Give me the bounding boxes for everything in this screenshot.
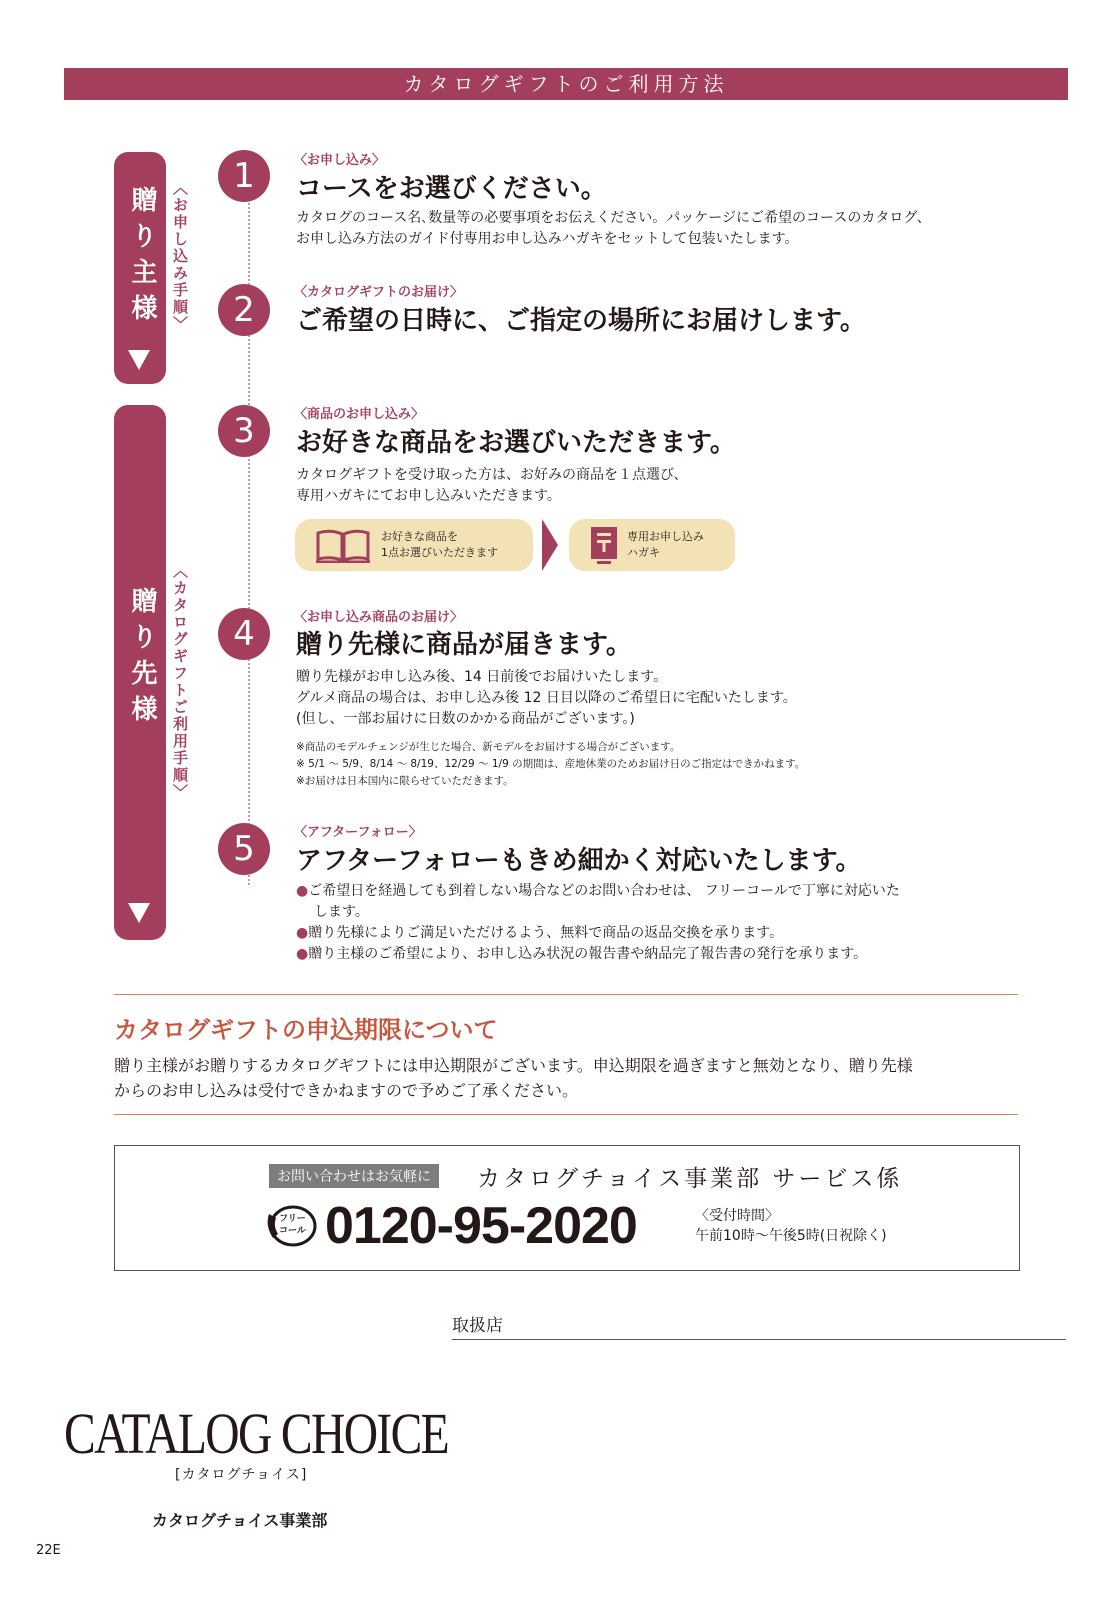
reception-hours <box>695 1206 887 1246</box>
step-note-line: ※ 5/1 〜 5/9、8/14 〜 8/19、12/29 〜 1/9 の期間は、産地休業のためお届け日のご指定はできかねます。 <box>296 758 806 770</box>
bullet-continuation: します。 <box>314 904 369 920</box>
flow-item-line: 1点お選びいただきます <box>381 546 498 559</box>
step-tag: 〈カタログギフトのお届け〉 <box>294 285 464 300</box>
bullet-item <box>296 923 1016 944</box>
catalog-choice-logo: CATALOG CHOICE <box>64 1401 449 1466</box>
step-title: ご希望の日時に、ご指定の場所にお届けします。 <box>296 306 866 336</box>
recipient-side-label: 〈カタログギフトご利用手順〉 <box>171 563 189 801</box>
step-description-line: グルメ商品の場合は、お申し込み後 12 日目以降のご希望日に宅配いたします。 <box>296 690 797 706</box>
step-description-line: 専用ハガキにてお申し込みいただきます。 <box>296 488 561 504</box>
flow-item-postcard <box>569 519 735 571</box>
recipient-side-bar <box>114 405 166 940</box>
free-call-line: フリー <box>279 1214 306 1224</box>
open-book-icon <box>315 529 371 563</box>
flow-item-line: ハガキ <box>627 546 660 559</box>
flow-item-text <box>381 529 498 561</box>
flow-item-text <box>627 529 704 561</box>
step-description-line: お申し込み方法のガイド付専用お申し込みハガキをセットして包装いたします。 <box>296 231 799 247</box>
step-description <box>296 465 687 507</box>
step-note-line: ※お届けは日本国内に限らせていただきます。 <box>296 775 514 787</box>
step-note-line: ※商品のモデルチェンジが生じた場合、新モデルをお届けする場合がございます。 <box>296 741 681 753</box>
step-description-line: カタログのコース名､数量等の必要事項をお伝えください。パッケージにご希望のコースのカタログ、 <box>296 210 931 226</box>
down-triangle-icon <box>128 350 150 370</box>
free-call-text <box>279 1213 306 1237</box>
bullet-item <box>296 881 1016 902</box>
service-department: カタログチョイス事業部 サービス係 <box>477 1166 903 1192</box>
logo-subtitle: [カタログチョイス] <box>175 1467 308 1483</box>
step-tag: 〈商品のお申し込み〉 <box>294 407 425 422</box>
giver-side-label: 〈お申し込み手順〉 <box>171 180 189 333</box>
deadline-text <box>114 1053 913 1103</box>
giver-side-bar <box>114 152 166 384</box>
bullet-list <box>296 881 1016 965</box>
step-number: 1 <box>218 150 270 202</box>
step-description-line: カタログギフトを受け取った方は、お好みの商品を１点選び、 <box>296 467 688 483</box>
page-banner: カタログギフトのご利用方法 <box>64 68 1068 100</box>
hours-value: 午前10時〜午後5時(日祝除く) <box>695 1228 887 1244</box>
bullet-dot-icon: ● <box>296 925 309 941</box>
deadline-heading: カタログギフトの申込期限について <box>114 1016 498 1044</box>
free-call-icon <box>265 1204 317 1248</box>
flow-item-line: 専用お申し込み <box>627 530 704 543</box>
contact-box <box>114 1145 1020 1271</box>
postcard-icon <box>589 525 619 565</box>
step-number: 4 <box>218 608 270 660</box>
dealer-label: 取扱店 <box>452 1316 503 1336</box>
giver-side-title: 贈り主様 <box>127 186 157 330</box>
page-number: 22E <box>36 1543 61 1558</box>
section-divider <box>114 994 1018 995</box>
step-number: 2 <box>218 284 270 336</box>
hours-label: 〈受付時間〉 <box>695 1208 779 1224</box>
inquiry-label: お問い合わせはお気軽に <box>269 1164 439 1188</box>
step-number: 5 <box>218 823 270 875</box>
step-title: 贈り先様に商品が届きます。 <box>296 630 632 660</box>
company-name: カタログチョイス事業部 <box>152 1511 328 1530</box>
step-description <box>296 667 797 730</box>
recipient-side-title: 贈り先様 <box>127 587 157 731</box>
bullet-item <box>296 944 1016 965</box>
dealer-underline <box>452 1339 1066 1340</box>
flow-arrow-icon <box>542 519 558 571</box>
down-triangle-icon <box>128 903 150 923</box>
step-description <box>296 208 931 250</box>
bullet-dot-icon: ● <box>296 946 309 962</box>
step-title: コースをお選びください。 <box>296 174 607 204</box>
deadline-text-line: 贈り主様がお贈りするカタログギフトには申込期限がございます。申込期限を過ぎますと無効となり、贈り先様 <box>114 1056 913 1075</box>
bullet-text: 贈り先様によりご満足いただけるよう、無料で商品の返品交換を承ります。 <box>308 925 784 941</box>
deadline-text-line: からのお申し込みは受付できかねますので予めご了承ください。 <box>114 1081 579 1100</box>
step-notes <box>296 739 805 790</box>
step-tag: 〈アフターフォロー〉 <box>294 825 422 840</box>
step-title: アフターフォローもきめ細かく対応いたします。 <box>296 846 862 876</box>
bullet-dot-icon: ● <box>296 883 309 899</box>
flow-item-catalog <box>295 519 533 571</box>
step-description-line: 贈り先様がお申し込み後、14 日前後でお届けいたします。 <box>296 669 668 685</box>
step-number: 3 <box>218 405 270 457</box>
step-tag: 〈お申し込み商品のお届け〉 <box>294 610 464 625</box>
section-divider <box>114 1114 1018 1115</box>
phone-number[interactable]: 0120-95-2020 <box>325 1197 637 1255</box>
step-title: お好きな商品をお選びいただきます。 <box>296 428 736 458</box>
bullet-text: 贈り主様のご希望により、お申し込み状況の報告書や納品完了報告書の発行を承ります。 <box>308 946 868 962</box>
bullet-text: ご希望日を経過しても到着しない場合などのお問い合わせは、 フリーコールで丁寧に対応いた <box>308 883 900 899</box>
free-call-line: コール <box>279 1226 306 1236</box>
step-description-line: (但し、一部お届けに日数のかかる商品がございます。) <box>296 711 635 727</box>
step-tag: 〈お申し込み〉 <box>294 153 386 168</box>
flow-item-line: お好きな商品を <box>381 530 458 543</box>
